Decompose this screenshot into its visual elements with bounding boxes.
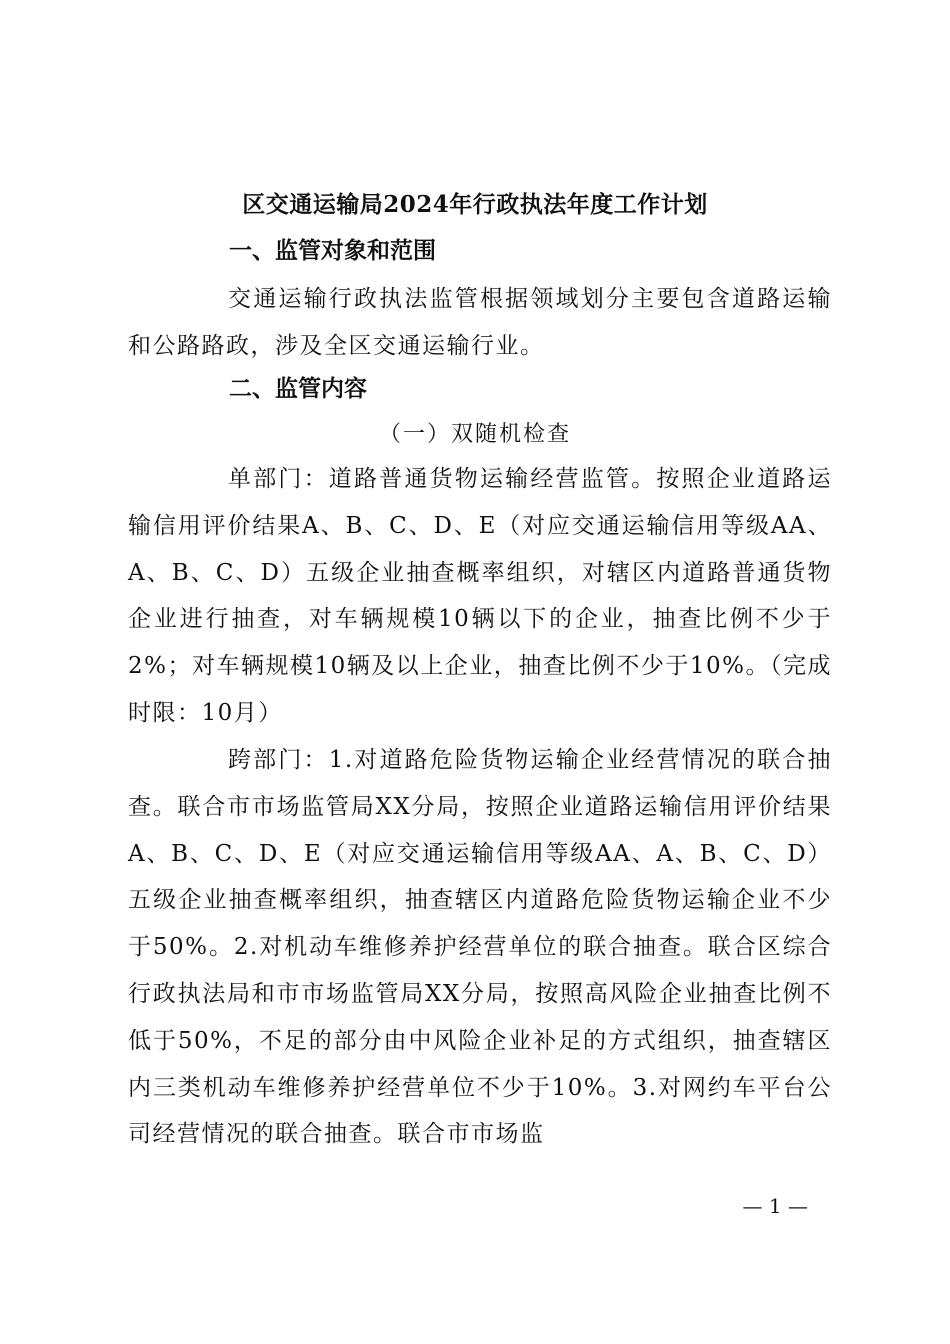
page-number: — 1 — [742, 1194, 808, 1218]
paragraph-single-department: 单部门：道路普通货物运输经营监管。按照企业道路运输信用评价结果A、B、C、D、E（对应交通运输信用等级AA、A、B、C、D）五级企业抽查概率组织，对辖区内道路普通货物企业进行抽查，对车辆规模10辆以下的企业，抽查比例不少于2%；对车辆规模10辆及以上企业，抽查比例不少于10%。（完成时限：10月） [128, 466, 832, 726]
document-title: 区交通运输局2024年行政执法年度工作计划 [242, 191, 708, 218]
section-heading-1: 一、监管对象和范围 [229, 238, 436, 264]
subsection-heading: （一）双随机检查 [378, 422, 571, 447]
paragraph-cross-department: 跨部门：1.对道路危险货物运输企业经营情况的联合抽查。联合市市场监管局XX分局，按照企业道路运输信用评价结果A、B、C、D、E（对应交通运输信用等级AA、A、B、C、D）五级企业抽查概率组织，抽查辖区内道路危险货物运输企业不少于50%。2.对机动车维修养护经营单位的联合抽查。联合区综合行政执法局和市市场监管局XX分局，按照高风险企业抽查比例不低于50%，不足的部分由中风险企业补足的方式组织，抽查辖区内三类机动车维修养护经营单位不少于10%。3.对网约车平台公司经营情况的联合抽查。联合市市场监 [128, 747, 832, 1148]
section-1-paragraph: 交通运输行政执法监管根据领域划分主要包含道路运输和公路路政，涉及全区交通运输行业。 [128, 286, 832, 359]
section-heading-2: 二、监管内容 [229, 376, 367, 402]
